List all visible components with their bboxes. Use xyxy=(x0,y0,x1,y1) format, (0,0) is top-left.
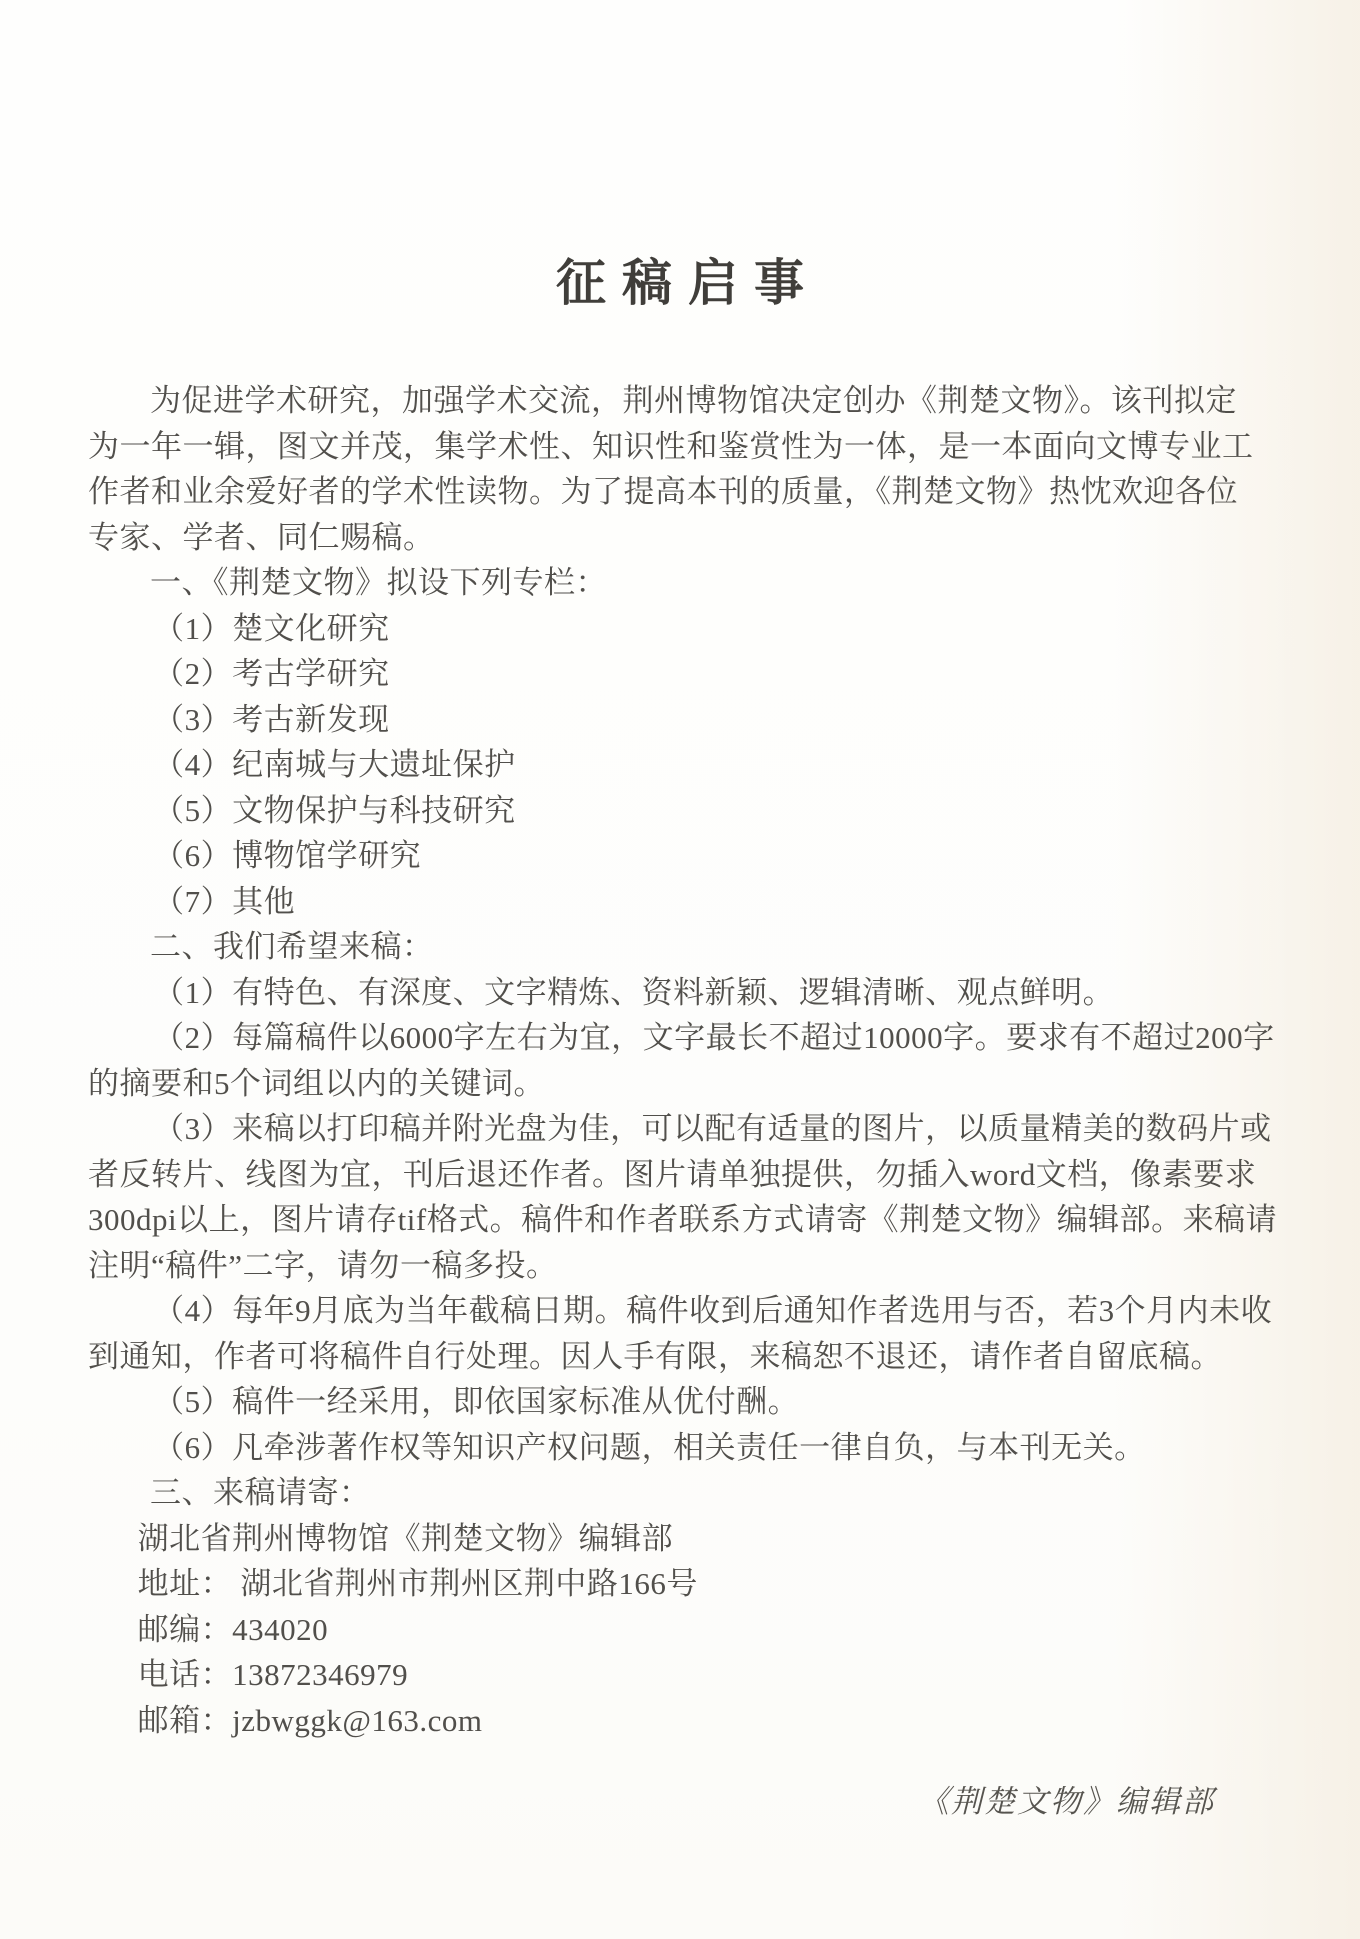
text-line: （1）有特色、有深度、文字精炼、资料新颖、逻辑清晰、观点鲜明。 xyxy=(153,974,1115,1010)
text-line: 邮编：434020 xyxy=(137,1611,329,1647)
text-line: 电话：13872346979 xyxy=(137,1657,409,1692)
text-line: （2）每篇稿件以6000字左右为宜，文字最长不超过10000字。要求有不超过200字 xyxy=(153,1020,1275,1055)
text-line: （4）每年9月底为当年截稿日期。稿件收到后通知作者选用与否，若3个月内未收 xyxy=(153,1293,1273,1328)
text-line: （1）楚文化研究 xyxy=(153,610,390,646)
text-line: 作者和业余爱好者的学术性读物。为了提高本刊的质量，《荆楚文物》热忱欢迎各位 xyxy=(88,474,1238,509)
text-line: （6）凡牵涉著作权等知识产权问题，相关责任一律自负，与本刊无关。 xyxy=(153,1429,1146,1465)
text-line: 专家、学者、同仁赐稿。 xyxy=(88,519,435,555)
text-line: 二、我们希望来稿： xyxy=(150,929,434,964)
text-line: （6）博物馆学研究 xyxy=(153,838,422,873)
text-line: 300dpi以上，图片请存tif格式。稿件和作者联系方式请寄《荆楚文物》编辑部。来稿请 xyxy=(88,1202,1278,1237)
text-line: 邮箱：jzbwggk@163.com xyxy=(137,1702,483,1738)
text-line: （3）来稿以打印稿并附光盘为佳，可以配有适量的图片，以质量精美的数码片或 xyxy=(153,1111,1272,1146)
text-line: （3）考古新发现 xyxy=(153,701,390,737)
text-line: （2）考古学研究 xyxy=(153,656,390,691)
document-body xyxy=(88,378,1323,1743)
text-line: 的摘要和5个词组以内的关键词。 xyxy=(88,1065,545,1101)
text-line: （5）文物保护与科技研究 xyxy=(153,792,516,828)
text-line: （5）稿件一经采用，即依国家标准从优付酬。 xyxy=(153,1384,800,1419)
text-line: 一、《荆楚文物》拟设下列专栏： xyxy=(150,565,607,600)
text-line: （4）纪南城与大遗址保护 xyxy=(153,747,516,782)
text-line: 到通知，作者可将稿件自行处理。因人手有限，来稿恕不退还，请作者自留底稿。 xyxy=(88,1338,1222,1374)
text-line: 地址： 湖北省荆州市荆州区荆中路166号 xyxy=(137,1566,698,1601)
text-line: （7）其他 xyxy=(153,883,296,919)
text-line: 为促进学术研究，加强学术交流，荆州博物馆决定创办《荆楚文物》。该刊拟定 xyxy=(150,383,1237,418)
text-line: 注明“稿件”二字，请勿一稿多投。 xyxy=(88,1247,558,1283)
text-line: 湖北省荆州博物馆《荆楚文物》编辑部 xyxy=(137,1520,674,1556)
text-line: 三、来稿请寄： xyxy=(150,1475,371,1510)
page-title: 征稿启事 xyxy=(556,255,820,311)
signature: 《荆楚文物》编辑部 xyxy=(918,1784,1215,1820)
text-line: 为一年一辑，图文并茂，集学术性、知识性和鉴赏性为一体，是一本面向文博专业工 xyxy=(88,428,1254,464)
text-line: 者反转片、线图为宜，刊后退还作者。图片请单独提供，勿插入word文档，像素要求 xyxy=(88,1156,1257,1192)
